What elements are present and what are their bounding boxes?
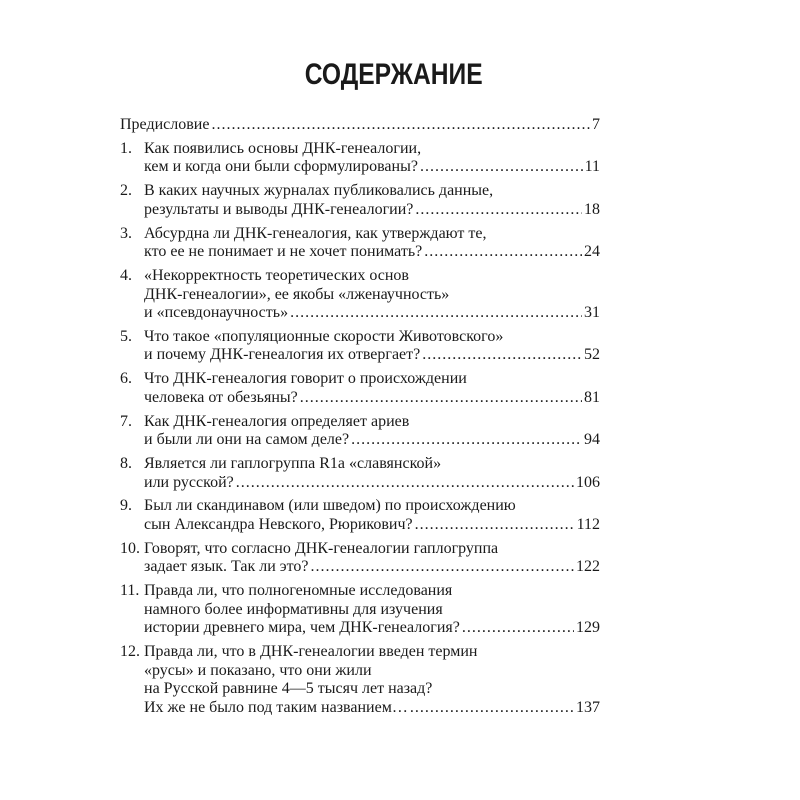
entry-title-line: сын Александра Невского, Рюрикович? <box>144 515 413 533</box>
dot-leader <box>462 619 574 638</box>
entry-number: 6. <box>120 370 132 388</box>
dot-leader <box>300 389 582 408</box>
entry-title-line: результаты и выводы ДНК-генеалогии? <box>144 200 414 218</box>
dot-leader <box>415 516 575 535</box>
entry-title-line: «Некорректность теоретических основ <box>144 266 409 284</box>
entry-body <box>144 267 600 323</box>
entry-number: 2. <box>120 182 132 200</box>
toc-entry[interactable] <box>120 116 600 135</box>
entry-last-line <box>144 619 600 638</box>
entry-body <box>144 455 600 492</box>
toc-entry[interactable] <box>120 182 600 219</box>
dot-leader <box>211 116 590 135</box>
entry-number: 10. <box>120 539 140 557</box>
entry-body <box>144 413 600 450</box>
dot-leader <box>424 243 582 262</box>
entry-last-line <box>144 431 600 450</box>
entry-title-line: на Русской равнине 4—5 тысяч лет назад? <box>144 680 433 698</box>
entry-title-line: Правда ли, что в ДНК-генеалогии введен термин <box>144 643 478 661</box>
dot-leader <box>236 474 574 493</box>
entry-body <box>144 370 600 407</box>
toc-entry[interactable] <box>120 582 600 638</box>
entry-number: 5. <box>120 327 132 345</box>
entry-body <box>144 497 600 534</box>
page-number: 137 <box>576 698 600 716</box>
entry-last-line <box>144 158 600 177</box>
page-number: 129 <box>576 619 600 637</box>
page-number: 94 <box>584 431 600 449</box>
page-number: 31 <box>584 304 600 322</box>
entry-body <box>144 582 600 638</box>
entry-body <box>144 643 600 717</box>
toc-entry[interactable] <box>120 497 600 534</box>
entry-number: 7. <box>120 412 132 430</box>
entry-title-line: Правда ли, что полногеномные исследования <box>144 582 453 600</box>
entry-last-line <box>144 558 600 577</box>
page-number: 52 <box>584 346 600 364</box>
entry-title-line: и были ли они на самом деле? <box>144 431 350 449</box>
entry-title-line: Что ДНК-генеалогия говорит о происхождении <box>144 370 467 388</box>
entry-title-line: кем и когда они были сформулированы? <box>144 158 418 176</box>
entry-last-line <box>144 389 600 408</box>
dot-leader <box>420 158 583 177</box>
entry-title-line: человека от обезьяны? <box>144 388 298 406</box>
entry-body <box>144 540 600 577</box>
page-number: 106 <box>576 473 600 491</box>
entry-title-line: Был ли скандинавом (или шведом) по происхождению <box>144 497 516 515</box>
toc-entry[interactable] <box>120 413 600 450</box>
entry-last-line <box>144 474 600 493</box>
entry-title-line: кто ее не понимает и не хочет понимать? <box>144 243 423 261</box>
page-title-text: СОДЕРЖАНИЕ <box>304 58 483 91</box>
entry-title-line: «русы» и показано, что они жили <box>144 661 372 679</box>
toc-entry[interactable] <box>120 370 600 407</box>
toc-entry[interactable] <box>120 540 600 577</box>
entry-title-line: Их же не было под таким названием… <box>144 698 408 716</box>
entry-last-line <box>144 516 600 535</box>
entry-title-line: Является ли гаплогруппа R1a «славянской» <box>144 455 442 472</box>
entry-title-line: Как ДНК-генеалогия определяет ариев <box>144 412 410 430</box>
entry-title-line: задает язык. Так ли это? <box>144 558 309 576</box>
page-number: 122 <box>576 558 600 576</box>
entry-number: 1. <box>120 139 132 157</box>
page-number: 24 <box>584 243 600 261</box>
dot-leader <box>351 431 582 450</box>
entry-title-line: и «псевдонаучность» <box>144 304 289 322</box>
entry-title-line: и почему ДНК-генеалогия их отвергает? <box>144 346 421 364</box>
entry-title-line: В каких научных журналах публиковались данные, <box>144 182 494 200</box>
entry-body <box>144 328 600 365</box>
table-of-contents <box>120 116 600 723</box>
page-number: 18 <box>584 200 600 218</box>
dot-leader <box>311 558 574 577</box>
entry-title-line: истории древнего мира, чем ДНК-генеалогия? <box>144 619 460 637</box>
entry-body <box>144 182 600 219</box>
entry-last-line <box>144 346 600 365</box>
toc-entry[interactable] <box>120 225 600 262</box>
dot-leader <box>290 304 582 323</box>
entry-number: 12. <box>120 643 140 661</box>
entry-number: 9. <box>120 497 132 515</box>
entry-number: 11. <box>120 582 140 600</box>
entry-last-line <box>144 304 600 323</box>
entry-body <box>144 140 600 177</box>
entry-title-line: намного более информативны для изучения <box>144 600 443 618</box>
toc-entry[interactable] <box>120 328 600 365</box>
dot-leader <box>415 201 582 220</box>
entry-title-line: Как появились основы ДНК-генеалогии, <box>144 139 422 157</box>
entry-body <box>144 225 600 262</box>
entry-title-line: Говорят, что согласно ДНК-генеалогии гаплогруппа <box>144 539 499 557</box>
entry-last-line <box>120 116 600 135</box>
entry-last-line <box>144 201 600 220</box>
entry-title-line: Что такое «популяционные скорости Животовского» <box>144 327 504 345</box>
toc-entry[interactable] <box>120 267 600 323</box>
dot-leader <box>410 699 574 718</box>
page-number: 81 <box>584 388 600 406</box>
page-number: 7 <box>592 116 600 133</box>
entry-title-line: Абсурдна ли ДНК-генеалогия, как утверждают те, <box>144 224 487 242</box>
toc-entry[interactable] <box>120 140 600 177</box>
dot-leader <box>422 346 582 365</box>
entry-last-line <box>144 699 600 718</box>
entry-last-line <box>144 243 600 262</box>
entry-body <box>120 116 600 135</box>
entry-number: 4. <box>120 266 132 284</box>
entry-title-line: или русской? <box>144 473 234 491</box>
toc-entry[interactable] <box>120 455 600 492</box>
toc-entry[interactable] <box>120 643 600 717</box>
entry-title-line: ДНК-генеалогии», ее якобы «лженаучность» <box>144 285 450 303</box>
page-number: 11 <box>584 158 600 176</box>
entry-title-line: Предисловие <box>120 116 210 133</box>
page-title <box>66 58 722 92</box>
entry-number: 8. <box>120 455 132 472</box>
entry-number: 3. <box>120 224 132 242</box>
page-number: 112 <box>576 515 600 533</box>
